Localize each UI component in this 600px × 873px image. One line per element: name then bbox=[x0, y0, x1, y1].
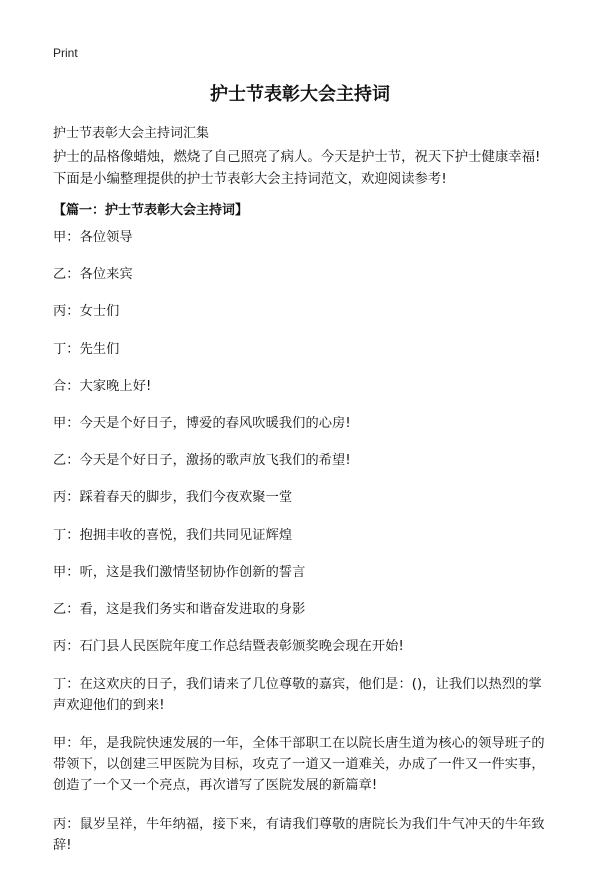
dialogue-line: 丁：抱拥丰收的喜悦，我们共同见证辉煌 bbox=[53, 527, 293, 543]
dialogue-line: 合：大家晚上好! bbox=[53, 378, 152, 394]
dialogue-line: 丙：石门县人民医院年度工作总结暨表彰颁奖晚会现在开始! bbox=[53, 639, 404, 655]
subtitle: 护士节表彰大会主持词汇集 bbox=[53, 126, 210, 141]
dialogue-line: 丙：女士们 bbox=[53, 304, 120, 320]
print-link[interactable]: Print bbox=[53, 46, 78, 60]
dialogue-line: 丙：鼠岁呈祥，牛年纳福，接下来，有请我们尊敬的唐院长为我们牛气冲天的牛年致辞! bbox=[53, 816, 545, 853]
page-title: 护士节表彰大会主持词 bbox=[210, 84, 390, 105]
dialogue-list bbox=[53, 228, 553, 873]
intro-paragraph: 护士的品格像蜡烛，燃烧了自己照亮了病人。今天是护士节，祝天下护士健康幸福!下面是小编整理提供的护士节表彰大会主持词范文，欢迎阅读参考! bbox=[53, 150, 541, 187]
dialogue-line: 丙：踩着春天的脚步，我们今夜欢聚一堂 bbox=[53, 490, 293, 506]
dialogue-line: 乙：各位来宾 bbox=[53, 267, 133, 283]
dialogue-line: 甲：各位领导 bbox=[53, 230, 133, 245]
dialogue-line: 丁：在这欢庆的日子，我们请来了几位尊敬的嘉宾，他们是：()，让我们以热烈的掌声欢迎他们的到来! bbox=[53, 677, 542, 714]
dialogue-line: 丁：先生们 bbox=[53, 341, 120, 357]
dialogue-line: 乙：看，这是我们务实和谐奋发进取的身影 bbox=[53, 601, 306, 617]
dialogue-line: 甲：今天是个好日子，博爱的春风吹暖我们的心房! bbox=[53, 415, 351, 431]
dialogue-line: 甲：年，是我院快速发展的一年，全体干部职工在以院长唐生道为核心的领导班子的带领下，以创建三甲医院为目标，攻克了一道又一道难关，办成了一件又一件实事，创造了一个又一个亮点，再次谱写了医院发展的新篇章! bbox=[53, 736, 545, 794]
section-heading: 【篇一：护士节表彰大会主持词】 bbox=[53, 203, 249, 218]
dialogue-line: 甲：听，这是我们激情坚韧协作创新的誓言 bbox=[53, 564, 306, 580]
dialogue-line: 乙：今天是个好日子，激扬的歌声放飞我们的希望! bbox=[53, 453, 351, 469]
